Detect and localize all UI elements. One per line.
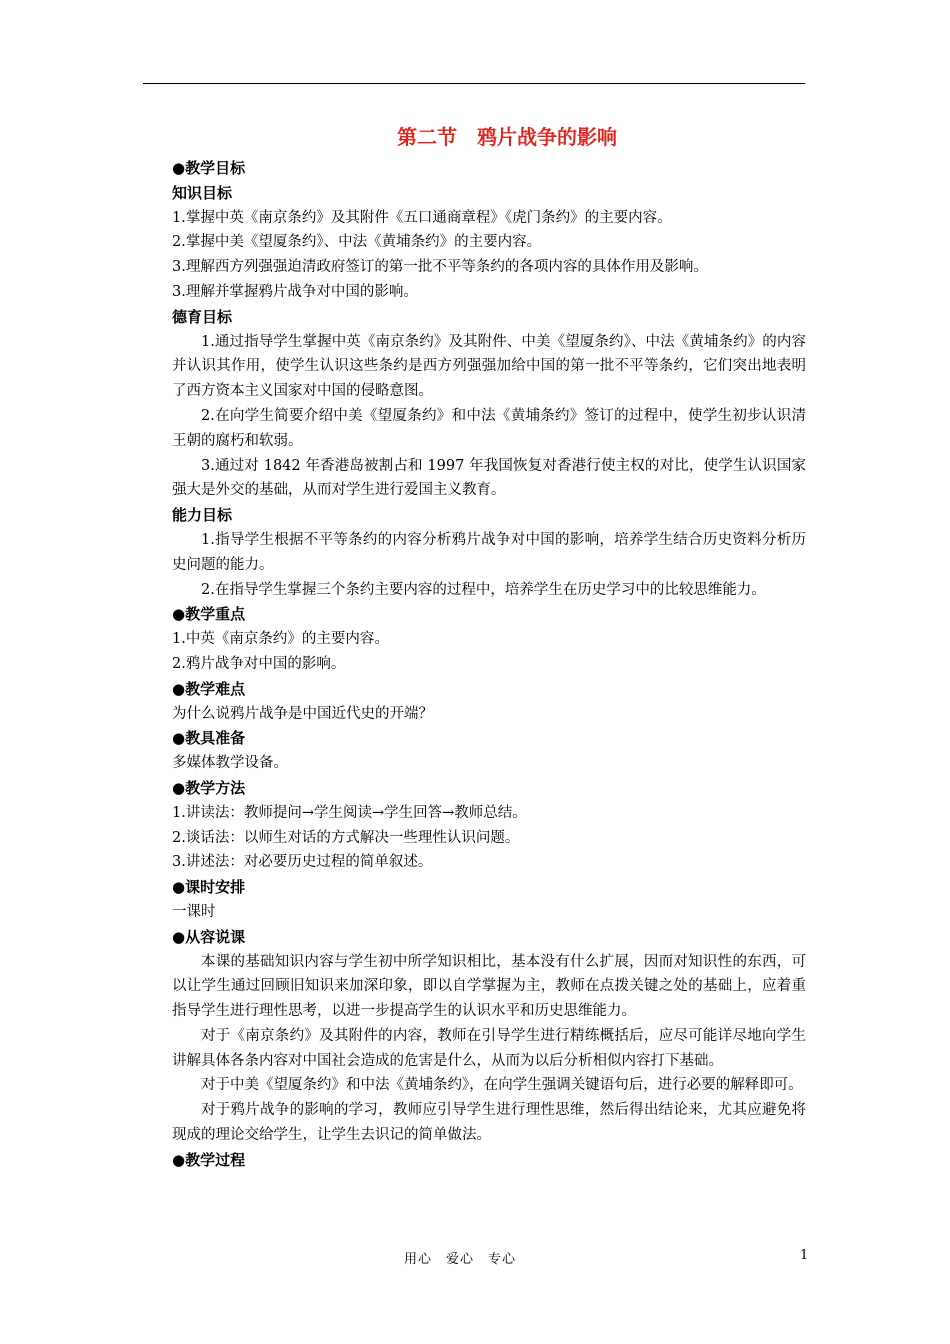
paragraph: 本课的基础知识内容与学生初中所学知识相比，基本没有什么扩展，因而对知识性的东西，可以让学生通过回顾旧知识来加深印象，即以自学掌握为主，教师在点拨关键之处的基础上，应着重指导学生进行理性思考，以进一步提高学生的认识水平和历史思维能力。 [172, 953, 806, 1020]
section-heading: 德育目标 [172, 307, 233, 326]
section-heading: ●教具准备 [172, 729, 246, 748]
page-title: 第二节 鸦片战争的影响 [397, 125, 617, 149]
content-blocks [172, 156, 806, 1173]
paragraph: 对于《南京条约》及其附件的内容，教师在引导学生进行精练概括后，应尽可能详尽地向学生讲解具体各条内容对中国社会造成的危害是什么，从而为以后分析相似内容打下基础。 [172, 1027, 806, 1069]
paragraph: 对于中美《望厦条约》和中法《黄埔条约》，在向学生强调关键语句后，进行必要的解释即可。 [201, 1077, 803, 1094]
paragraph: 对于鸦片战争的影响的学习，教师应引导学生进行理性思维，然后得出结论来，尤其应避免将现成的理论交给学生，让学生去识记的简单做法。 [172, 1102, 806, 1144]
paragraph: 1.通过指导学生掌握中英《南京条约》及其附件、中美《望厦条约》、中法《黄埔条约》的内容并认识其作用，使学生认识这些条约是西方列强强加给中国的第一批不平等条约，它们突出地表明了西方资本主义国家对中国的侵略意图。 [172, 333, 806, 400]
paragraph: 1.讲读法：教师提问→学生阅读→学生回答→教师总结。 [172, 804, 527, 821]
section-heading: 知识目标 [172, 183, 233, 202]
paragraph: 为什么说鸦片战争是中国近代史的开端？ [172, 705, 433, 722]
paragraph: 2.在指导学生掌握三个条约主要内容的过程中，培养学生在历史学习中的比较思维能力。 [201, 581, 766, 598]
section-heading: ●从容说课 [172, 927, 246, 946]
paragraph: 2.掌握中美《望厦条约》、中法《黄埔条约》的主要内容。 [172, 234, 542, 251]
section-heading: ●课时安排 [172, 878, 246, 897]
paragraph: 1.掌握中英《南京条约》及其附件《五口通商章程》《虎门条约》的主要内容。 [172, 209, 672, 226]
section-heading: ●教学过程 [172, 1150, 246, 1169]
paragraph: 3.讲述法：对必要历史过程的简单叙述。 [172, 854, 433, 871]
paragraph: 1.中英《南京条约》的主要内容。 [172, 631, 389, 648]
header-rule [143, 83, 805, 84]
section-heading: 能力目标 [172, 506, 233, 525]
paragraph: 2.在向学生简要介绍中美《望厦条约》和中法《黄埔条约》签订的过程中，使学生初步认识清王朝的腐朽和软弱。 [172, 407, 806, 449]
paragraph: 多媒体教学设备。 [172, 755, 288, 772]
paragraph: 3.理解西方列强强迫清政府签订的第一批不平等条约的各项内容的具体作用及影响。 [172, 259, 708, 276]
section-heading: ●教学目标 [172, 159, 246, 177]
section-heading: ●教学方法 [172, 778, 246, 797]
paragraph: 1.指导学生根据不平等条约的内容分析鸦片战争对中国的影响，培养学生结合历史资料分析历史问题的能力。 [172, 531, 806, 573]
document-body [172, 122, 806, 1173]
paragraph: 3.通过对 1842 年香港岛被割占和 1997 年我国恢复对香港行使主权的对比，使学生认识国家强大是外交的基础，从而对学生进行爱国主义教育。 [172, 457, 806, 499]
paragraph: 2.谈话法：以师生对话的方式解决一些理性认识问题。 [172, 829, 520, 846]
page-number: 1 [800, 1248, 809, 1263]
section-heading: ●教学难点 [172, 679, 246, 698]
paragraph: 2.鸦片战争对中国的影响。 [172, 655, 346, 672]
section-heading: ●教学重点 [172, 605, 246, 624]
paragraph: 3.理解并掌握鸦片战争对中国的影响。 [172, 283, 418, 300]
paragraph: 一课时 [172, 903, 216, 920]
footer-motto: 用心 爱心 专心 [404, 1252, 517, 1267]
